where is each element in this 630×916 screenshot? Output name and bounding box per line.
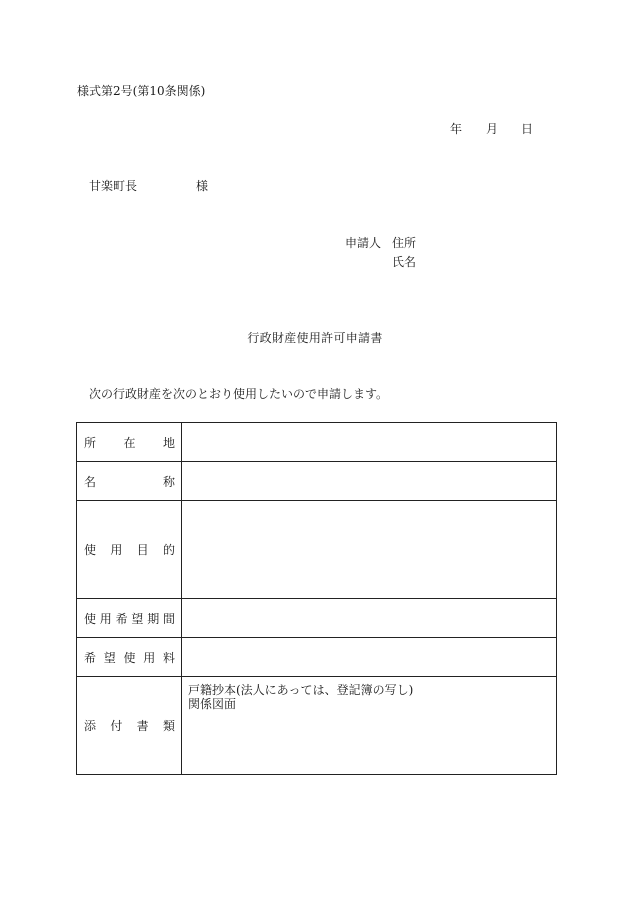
- label-char: 地: [162, 435, 175, 450]
- row-value-lines: [182, 599, 556, 605]
- row-value-attachments[interactable]: [182, 677, 557, 775]
- table-row: [77, 501, 557, 599]
- table-row: [77, 677, 557, 775]
- row-label-period: [77, 599, 182, 638]
- label-char: 所: [84, 435, 97, 450]
- application-form-table: [76, 422, 557, 775]
- addressee-name: 甘楽町長: [89, 179, 138, 193]
- table-row: [77, 462, 557, 501]
- date-year-label: 年: [450, 122, 463, 136]
- label-char: 添: [84, 719, 97, 733]
- row-value-location[interactable]: [182, 423, 557, 462]
- document-title: 行政財産使用許可申請書: [247, 331, 383, 345]
- label-char: 使: [123, 650, 136, 665]
- label-char: 付: [110, 719, 123, 733]
- row-value-period[interactable]: [182, 599, 557, 638]
- label-char: 書: [136, 719, 149, 733]
- label-char: 用: [143, 650, 156, 665]
- label-char: 希: [84, 650, 97, 665]
- addressee-honorific: 様: [196, 179, 209, 193]
- row-value-purpose[interactable]: [182, 501, 557, 599]
- date-day-label: 日: [521, 122, 534, 136]
- label-char: 用: [99, 611, 112, 626]
- table-row: [77, 599, 557, 638]
- label-char: 称: [162, 474, 175, 489]
- row-label-name: [77, 462, 182, 501]
- label-char: 希: [115, 611, 128, 626]
- row-value-lines: [182, 638, 556, 644]
- row-label-chars: [77, 649, 181, 666]
- date-month-label: 月: [486, 122, 499, 136]
- row-label-fee: [77, 638, 182, 677]
- applicant-label: 申請人: [345, 236, 382, 250]
- row-label-chars: [77, 473, 181, 490]
- label-char: 料: [162, 650, 175, 665]
- value-line: 関係図面: [188, 697, 237, 711]
- row-label-attachments: [77, 677, 182, 775]
- form-number: 様式第2号(第10条関係): [77, 84, 206, 98]
- label-char: 使: [84, 543, 97, 557]
- row-value-lines: [182, 423, 556, 429]
- row-value-lines: [182, 501, 556, 507]
- label-char: 望: [131, 611, 144, 626]
- row-label-chars: [77, 541, 181, 558]
- intro-text: 次の行政財産を次のとおり使用したいので申請します。: [89, 387, 389, 401]
- label-char: 類: [162, 719, 175, 733]
- row-value-lines: [182, 462, 556, 468]
- label-char: 的: [162, 543, 175, 557]
- label-char: 在: [123, 435, 136, 450]
- row-value-fee[interactable]: [182, 638, 557, 677]
- row-label-purpose: [77, 501, 182, 599]
- row-label-location: [77, 423, 182, 462]
- label-char: 用: [110, 543, 123, 557]
- label-char: 期: [147, 611, 160, 626]
- label-char: 名: [84, 474, 97, 489]
- label-char: 目: [136, 543, 149, 557]
- row-label-chars: [77, 434, 181, 451]
- applicant-name-label: 氏名: [392, 255, 417, 269]
- label-char: 使: [84, 611, 97, 626]
- label-char: 間: [162, 611, 175, 626]
- row-value-lines: [182, 677, 556, 711]
- table-row: [77, 638, 557, 677]
- label-char: 望: [103, 650, 116, 665]
- value-line: 戸籍抄本(法人にあっては、登記簿の写し): [188, 683, 414, 697]
- row-label-chars: [77, 610, 181, 627]
- table-row: [77, 423, 557, 462]
- row-value-name[interactable]: [182, 462, 557, 501]
- row-label-chars: [77, 717, 181, 734]
- applicant-address-label: 住所: [392, 236, 417, 250]
